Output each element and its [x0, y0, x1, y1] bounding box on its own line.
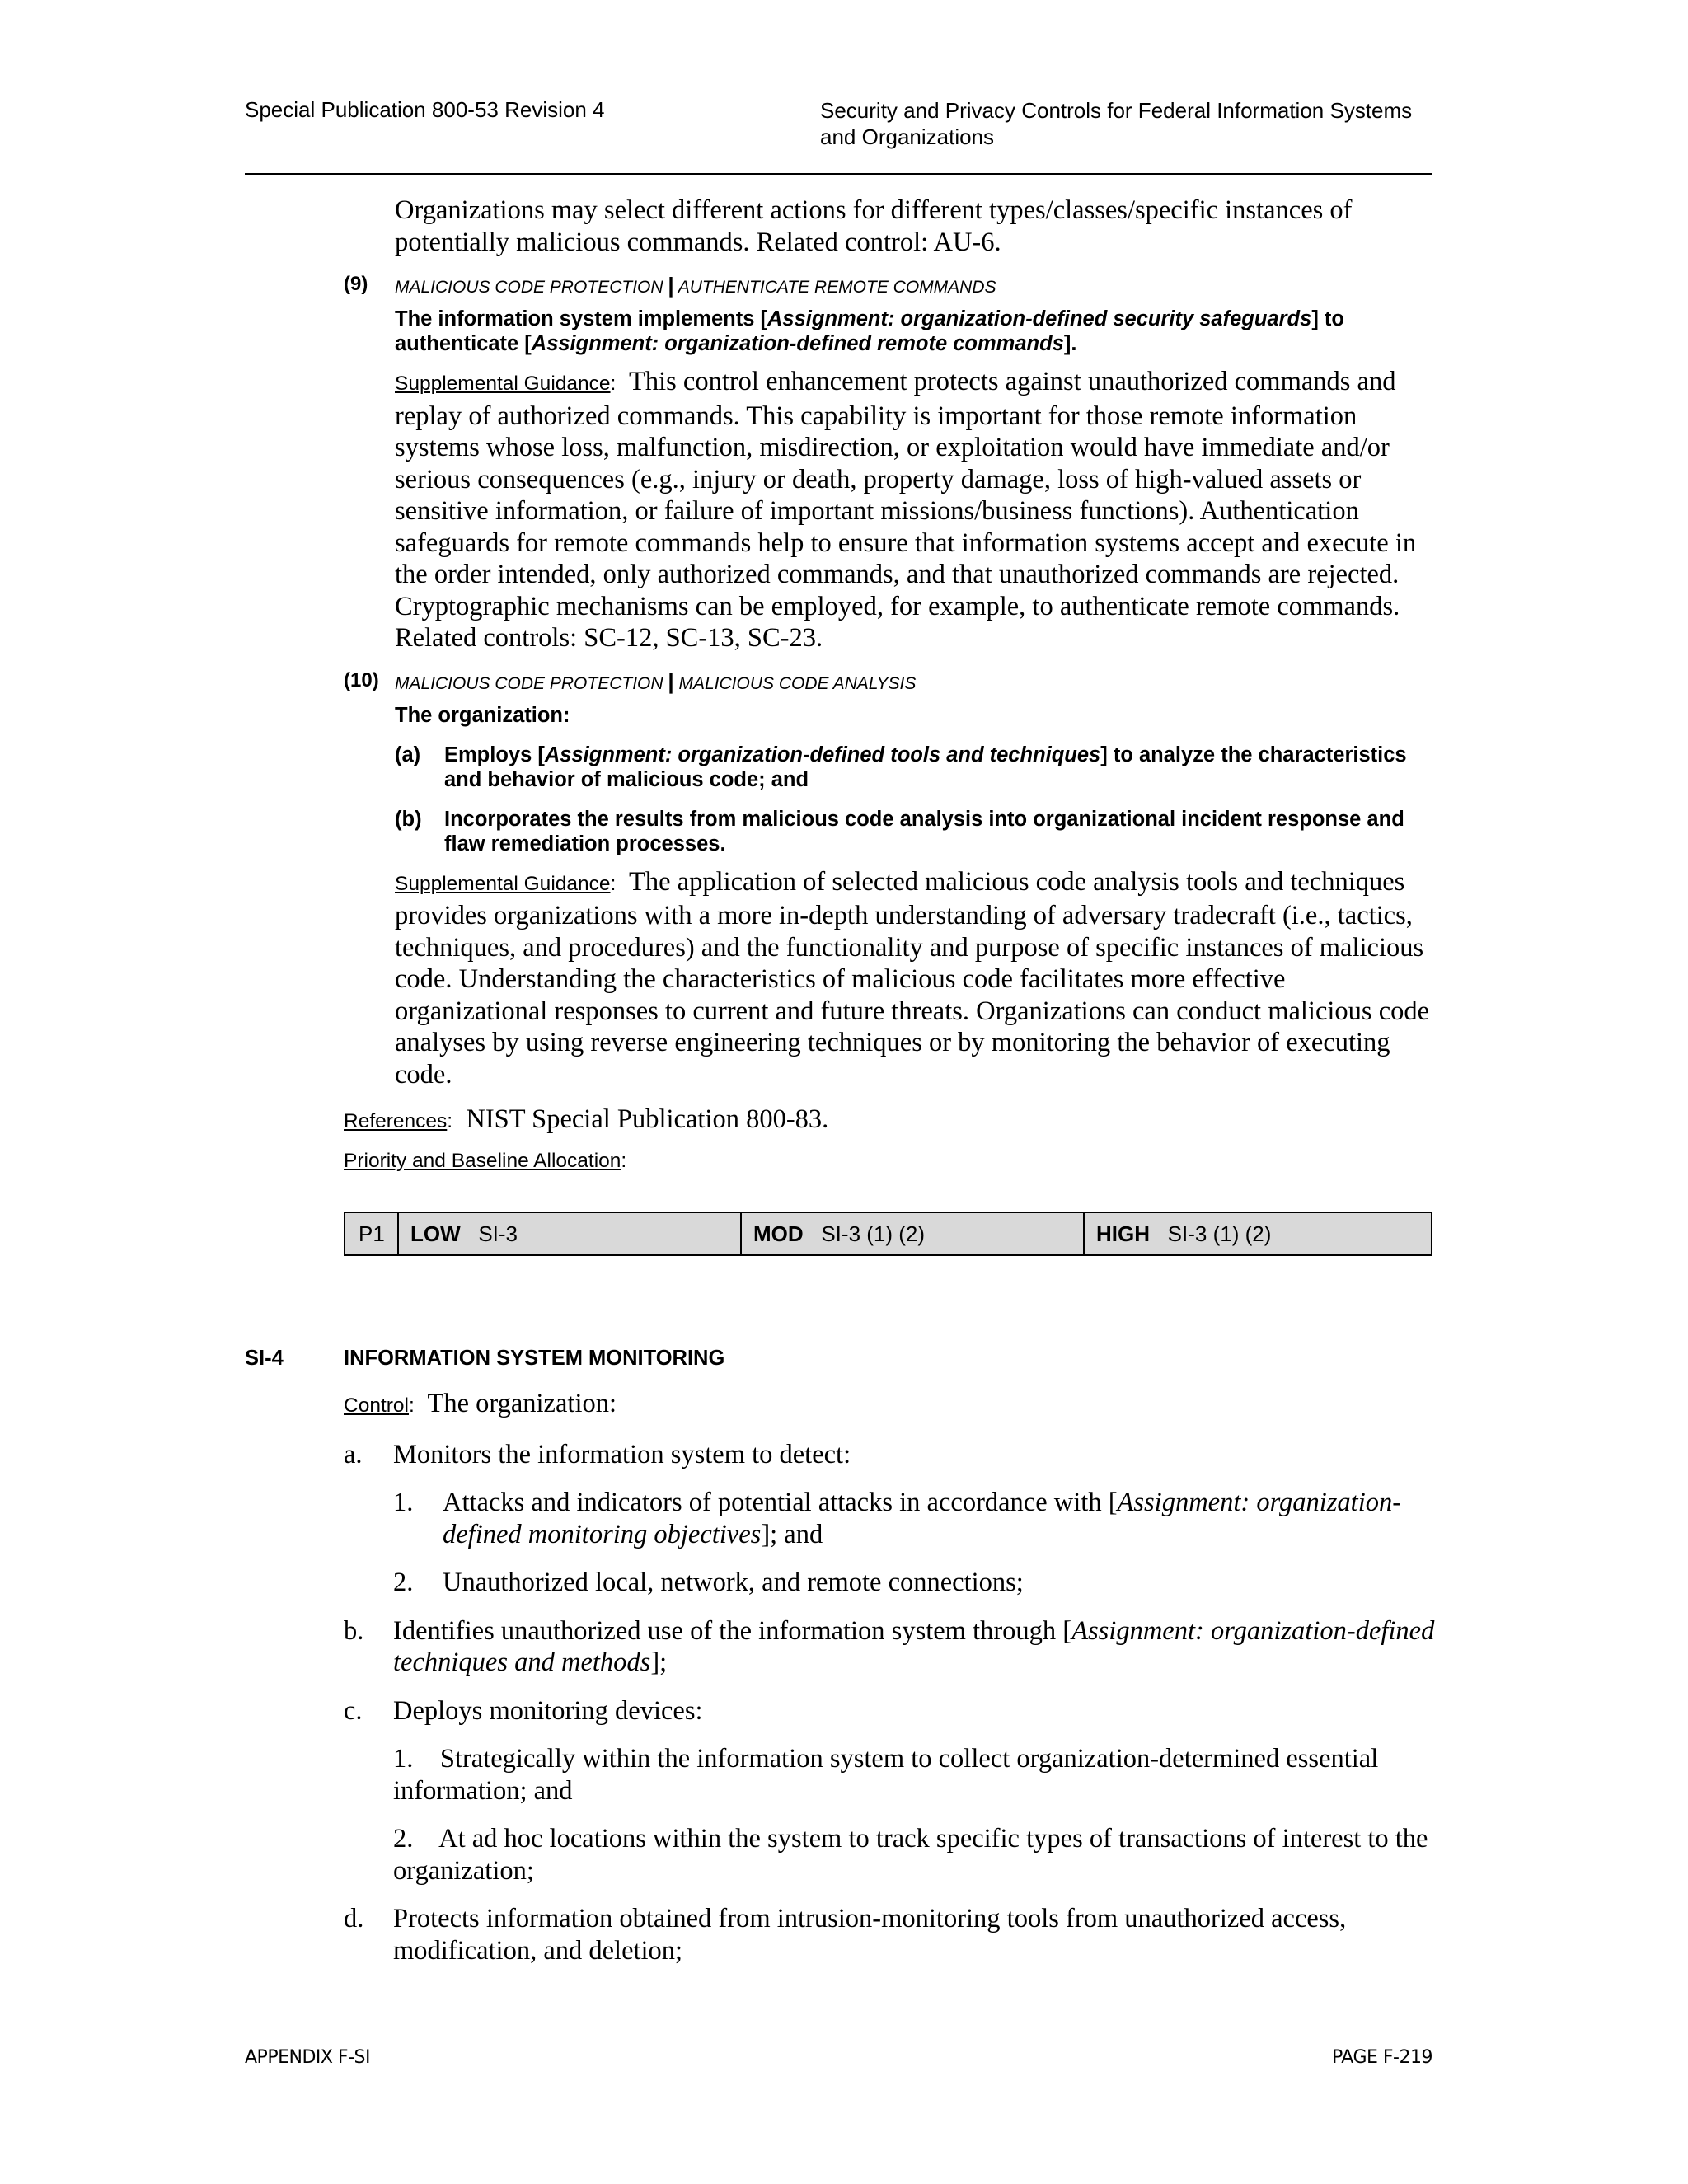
continuation-paragraph: Organizations may select different actions for different types/classes/specific instances of potentially malicious commands. Related control: AU-6.	[395, 195, 1353, 257]
footer-appendix: APPENDIX F-SI	[245, 2047, 370, 2068]
item-text: Protects information obtained from intrusion-monitoring tools from unauthorized access, modification, and deletion;	[393, 1904, 1347, 1966]
item-label: (a)	[395, 743, 421, 766]
baseline-label: LOW	[410, 1221, 461, 1246]
title-separator: |	[668, 273, 674, 298]
footer-page-number: PAGE F-219	[1331, 2047, 1432, 2068]
supplemental-guidance-text: The application of selected malicious code analysis tools and techniques provides organizations with a more in-depth understanding of adversary tradecraft (i.e., tactics, techniques, and procedures) and the functionality and purpose of specific instances of malicious code. Understanding the characteristics of malicious code facilitates more effective organizational responses to current and future threats. Organizations can conduct malicious code analyses by using reverse engineering techniques or by monitoring the behavior of executing code.	[395, 866, 1430, 1090]
control-item-c1	[393, 1743, 1436, 1807]
table-row	[345, 1212, 1432, 1255]
control-title: INFORMATION SYSTEM MONITORING	[344, 1347, 725, 1370]
item-label: c.	[344, 1695, 363, 1726]
enhancement-title-name: AUTHENTICATE REMOTE COMMANDS	[678, 278, 996, 297]
item-label: 2.	[393, 1824, 414, 1854]
item-text: Attacks and indicators of potential attacks in accordance with [	[443, 1488, 1118, 1517]
control-item-c	[344, 1695, 1436, 1727]
label-colon: :	[610, 872, 617, 895]
item-text: At ad hoc locations within the system to track specific types of transactions of interest to the organization;	[393, 1824, 1428, 1886]
item-text: Identifies unauthorized use of the information system through [	[393, 1615, 1072, 1646]
header-publication: Special Publication 800-53 Revision 4	[245, 97, 605, 122]
control-intro: The organization:	[427, 1389, 617, 1418]
control-text-part: Incorporates the results from malicious code analysis into organizational incident response and flaw remediation processes.	[444, 807, 1404, 855]
control-item-a2	[393, 1567, 1436, 1599]
control-item-a1	[393, 1487, 1436, 1550]
control-body	[344, 1388, 1436, 1966]
label-colon: :	[408, 1394, 415, 1417]
label-colon: :	[447, 1110, 453, 1132]
baseline-label: HIGH	[1096, 1221, 1150, 1246]
enhancement-number: (10)	[344, 668, 379, 691]
item-text: Strategically within the information system to collect organization-determined essential information; and	[393, 1744, 1379, 1806]
assignment-parameter: Assignment: organization-defined remote commands	[531, 332, 1064, 355]
main-content	[245, 194, 1436, 1173]
item-label: 1.	[393, 1744, 414, 1774]
priority-cell: P1	[345, 1212, 398, 1255]
supplemental-guidance	[395, 866, 1436, 1091]
enhancement-item-b	[395, 807, 1436, 856]
item-label: b.	[344, 1615, 364, 1646]
enhancement-10	[344, 669, 1436, 1091]
supplemental-guidance-label: Supplemental Guidance	[395, 373, 611, 395]
control-text-part: ] to analyze the characteristics and behavior of malicious code; and	[444, 743, 1407, 791]
baseline-value: SI-3 (1) (2)	[1167, 1221, 1272, 1246]
references-text: NIST Special Publication 800-83.	[466, 1104, 829, 1134]
control-item-b	[344, 1615, 1436, 1679]
assignment-parameter: Assignment: organization-defined monitoring objectives	[443, 1488, 1402, 1549]
references	[344, 1104, 1436, 1138]
control-item-d	[344, 1903, 1436, 1966]
assignment-parameter: Assignment: organization-defined security safeguards	[767, 307, 1312, 330]
item-label: 2.	[393, 1568, 414, 1597]
control-item-c2	[393, 1823, 1436, 1886]
label-colon: :	[621, 1149, 627, 1172]
priority-baseline	[344, 1150, 1436, 1173]
enhancement-title	[395, 273, 1436, 300]
item-text: Deploys monitoring devices:	[393, 1695, 703, 1726]
baseline-allocation-table	[344, 1212, 1432, 1256]
enhancement-title-family: MALICIOUS CODE PROTECTION	[395, 278, 663, 297]
item-text: ];	[650, 1647, 668, 1677]
control-number: SI-4	[245, 1347, 284, 1370]
enhancement-9	[344, 273, 1436, 654]
enhancement-item-a	[395, 743, 1436, 792]
enhancement-title-name: MALICIOUS CODE ANALYSIS	[678, 673, 917, 693]
enhancement-title-family: MALICIOUS CODE PROTECTION	[395, 673, 663, 693]
supplemental-guidance	[395, 366, 1436, 654]
enhancement-number: (9)	[344, 273, 368, 295]
control-statement	[344, 1388, 1436, 1422]
item-text: Monitors the information system to detect:	[393, 1439, 851, 1469]
control-text-part: Employs [	[444, 743, 545, 766]
enhancement-intro: The organization:	[395, 703, 570, 727]
label-colon: :	[610, 373, 617, 395]
header-title-line1: Security and Privacy Controls for Federal Information Systems	[820, 98, 1413, 123]
control-text-part: The information system implements [	[395, 307, 768, 330]
control-text-part: ].	[1063, 332, 1077, 355]
item-label: (b)	[395, 807, 422, 831]
supplemental-guidance-text: This control enhancement protects against unauthorized commands and replay of authorized commands. This capability is important for those remote information systems whose loss, malfunction, misdirection, or exploitation would have immediate and/or serious consequences (e.g., injury or death, property damage, loss of high-valued assets or sensitive information, or failure of important missions/business functions). Authentication safeguards for remote commands help to ensure that information systems accept and execute in the order intended, only authorized commands, and that unauthorized commands are rejected. Cryptographic mechanisms can be employed, for example, to authenticate remote commands. Related controls: SC-12, SC-13, SC-23.	[395, 367, 1417, 653]
header-title-line2: and Organizations	[820, 124, 995, 149]
item-text: ]; and	[761, 1519, 823, 1549]
mod-baseline-cell	[741, 1212, 1084, 1255]
priority-baseline-label: Priority and Baseline Allocation	[344, 1149, 621, 1172]
baseline-value: SI-3	[478, 1221, 518, 1246]
supplemental-guidance-label: Supplemental Guidance	[395, 872, 611, 895]
item-label: a.	[344, 1439, 363, 1469]
low-baseline-cell	[398, 1212, 741, 1255]
baseline-label: MOD	[753, 1221, 804, 1246]
references-label: References	[344, 1110, 448, 1132]
header-rule	[245, 173, 1432, 175]
enhancement-title	[395, 669, 1436, 696]
baseline-value: SI-3 (1) (2)	[821, 1221, 926, 1246]
item-label: 1.	[393, 1488, 414, 1517]
item-text: Unauthorized local, network, and remote connections;	[443, 1568, 1024, 1597]
assignment-parameter: Assignment: organization-defined techniques and methods	[393, 1615, 1435, 1677]
control-item-a	[344, 1439, 1436, 1471]
assignment-parameter: Assignment: organization-defined tools and techniques	[544, 743, 1101, 766]
high-baseline-cell	[1084, 1212, 1432, 1255]
control-label: Control	[344, 1394, 409, 1417]
title-separator: |	[668, 668, 674, 694]
control-text-part: ] to authenticate [	[395, 307, 1344, 355]
enhancement-control-text	[395, 307, 1436, 356]
header-title	[820, 97, 1447, 150]
item-label: d.	[344, 1904, 364, 1933]
